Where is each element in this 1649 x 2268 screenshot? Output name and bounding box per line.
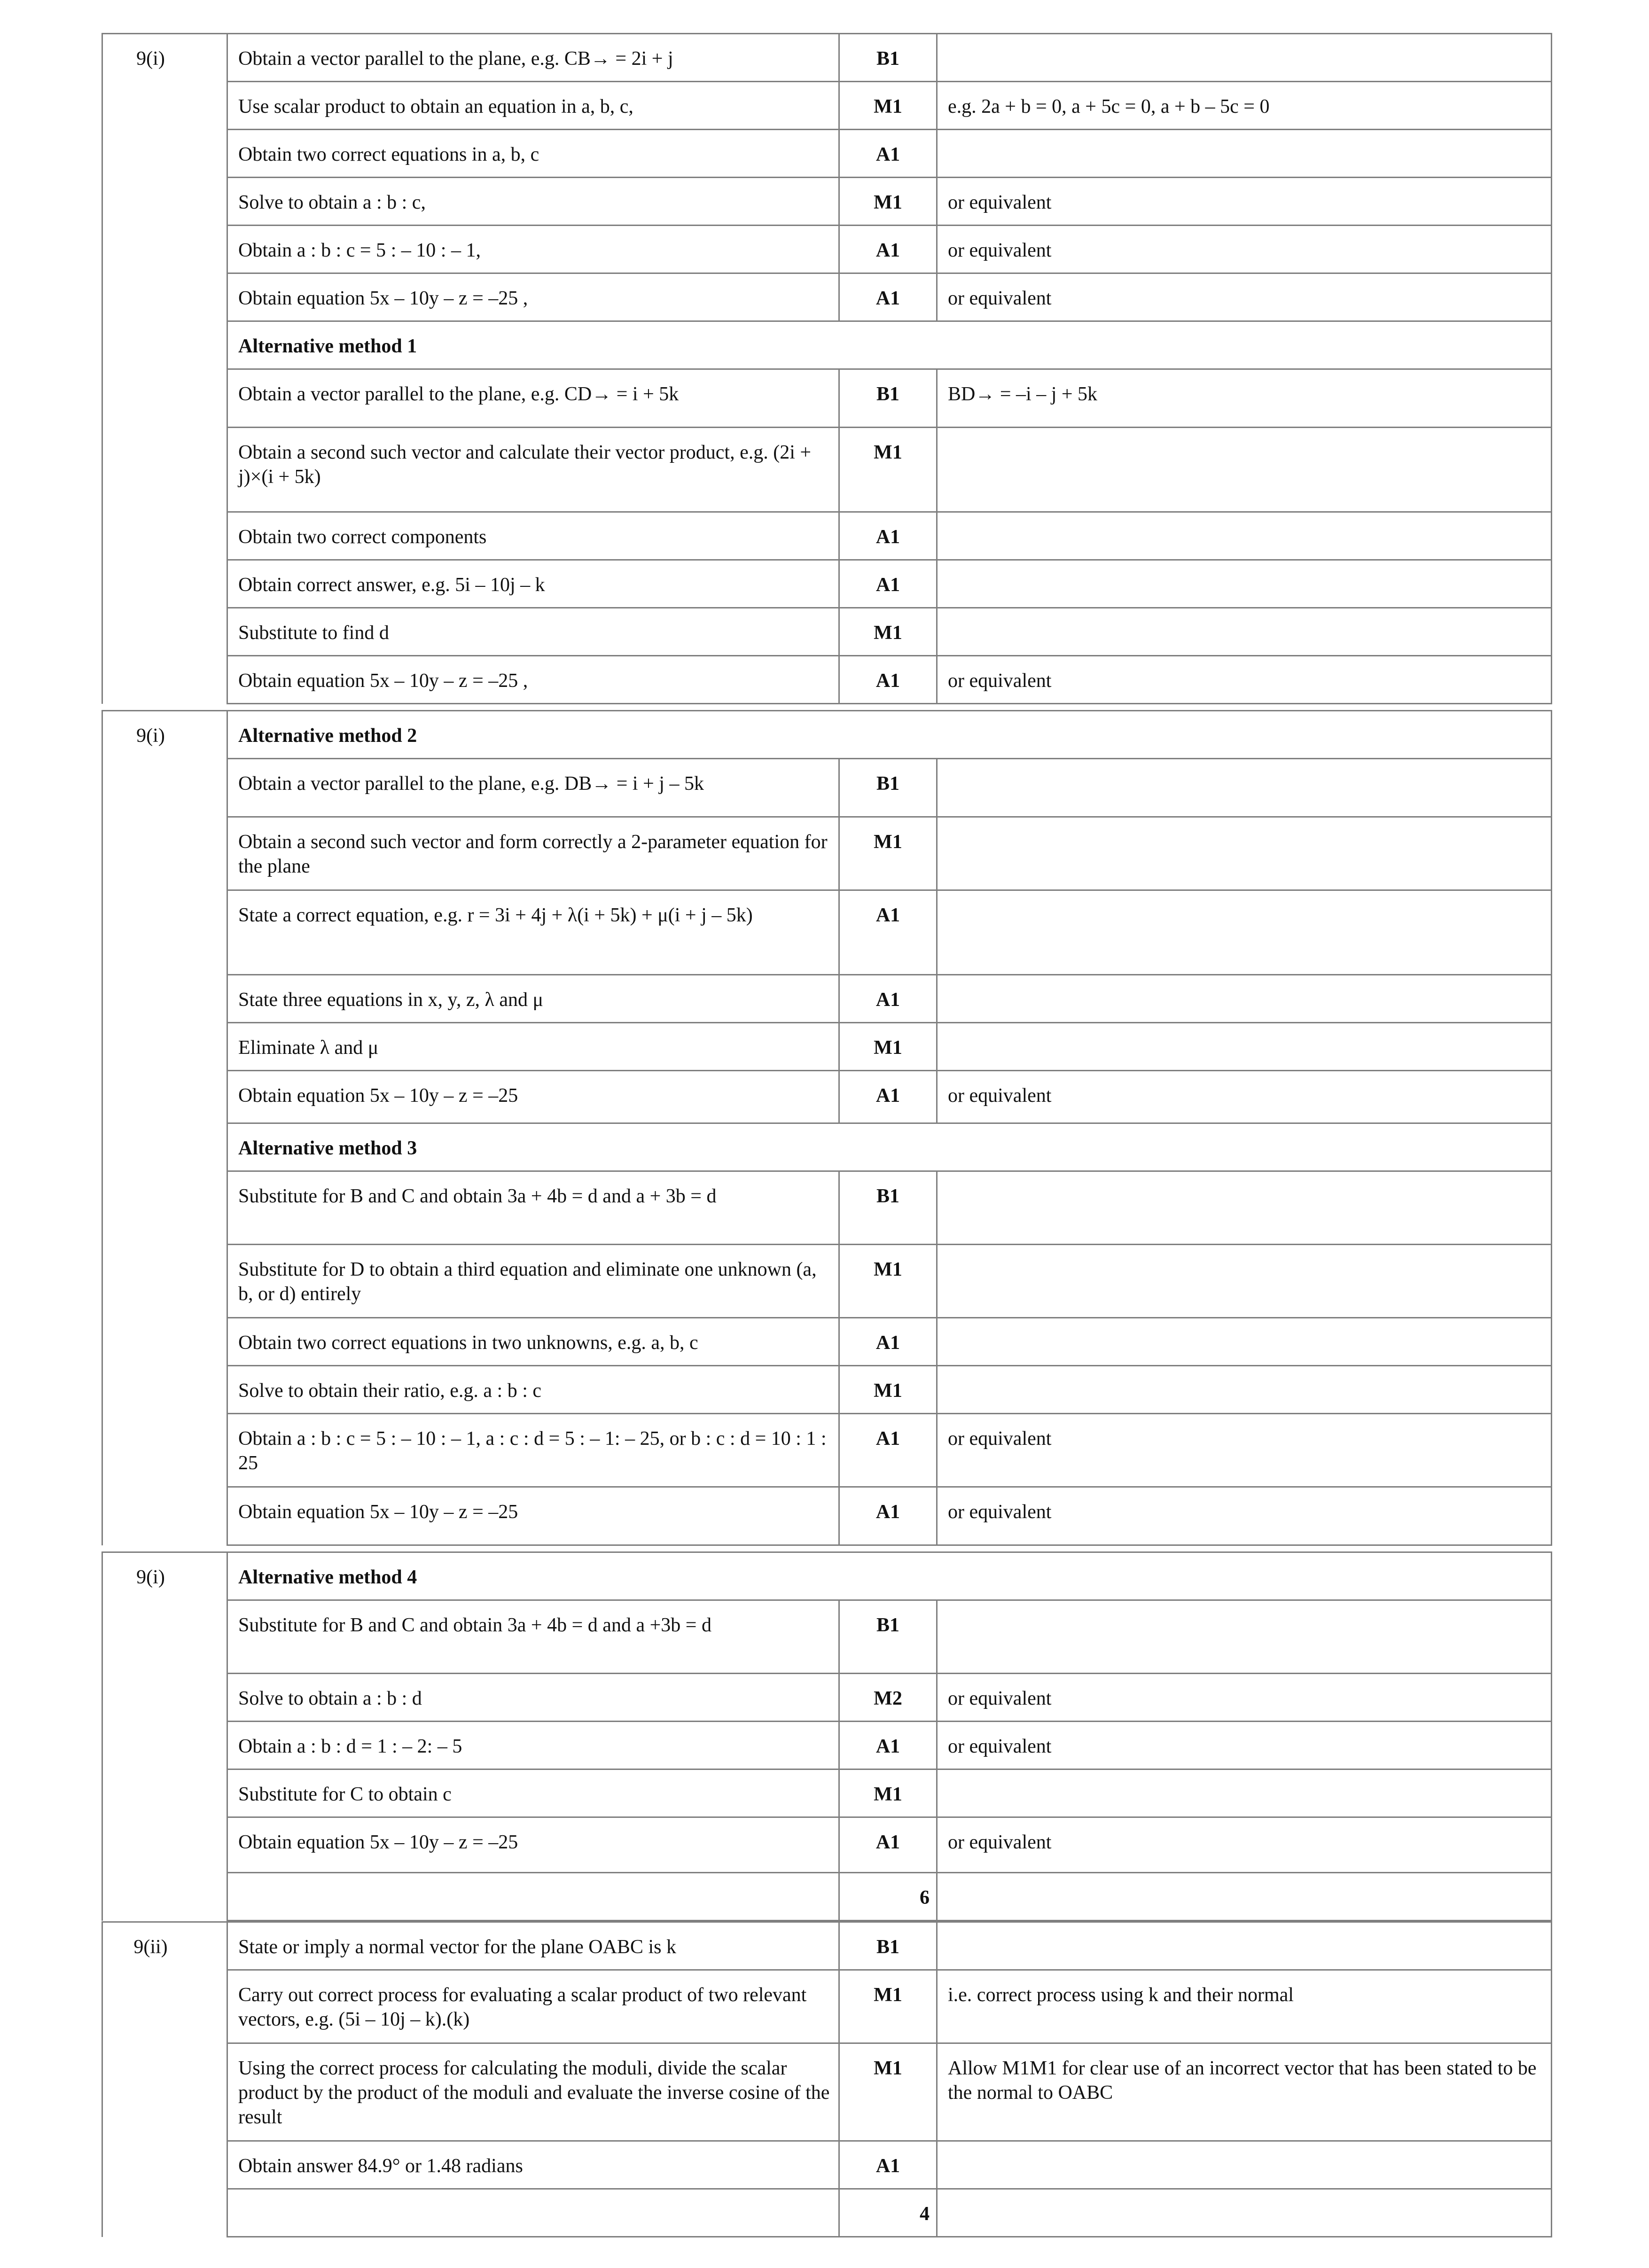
mark-cell: A1 xyxy=(839,1487,937,1545)
guidance-cell: or equivalent xyxy=(937,178,1552,226)
question-number: 9(i) xyxy=(102,1552,227,1921)
guidance-cell xyxy=(937,1318,1552,1366)
answer-cell: Obtain two correct components xyxy=(227,512,839,560)
answer-cell: Obtain two correct equations in a, b, c xyxy=(227,130,839,178)
mark-cell: A1 xyxy=(839,2141,937,2189)
mark-cell: M1 xyxy=(839,1023,937,1071)
mark-cell: B1 xyxy=(839,1922,937,1970)
mark-cell: A1 xyxy=(839,1414,937,1487)
mark-cell: A1 xyxy=(839,1318,937,1366)
alternative-method-header: Alternative method 3 xyxy=(227,1123,1552,1171)
guidance-cell xyxy=(937,1366,1552,1414)
guidance-cell xyxy=(937,1769,1552,1817)
answer-cell: State or imply a normal vector for the plane OABC is k xyxy=(227,1922,839,1970)
guidance-cell xyxy=(937,1873,1552,1921)
question-number: 9(i) xyxy=(102,711,227,1545)
mark-cell: A1 xyxy=(839,512,937,560)
answer-cell: Eliminate λ and μ xyxy=(227,1023,839,1071)
mark-scheme-block-3 xyxy=(102,1551,1552,1921)
answer-cell: Obtain answer 84.9° or 1.48 radians xyxy=(227,2141,839,2189)
mark-cell: M1 xyxy=(839,178,937,226)
mark-cell: M1 xyxy=(839,1366,937,1414)
mark-cell: M1 xyxy=(839,82,937,130)
guidance-cell xyxy=(937,817,1552,890)
mark-cell: A1 xyxy=(839,1817,937,1873)
guidance-cell: or equivalent xyxy=(937,656,1552,704)
total-mark-cell: 4 xyxy=(839,2189,937,2237)
mark-cell: A1 xyxy=(839,656,937,704)
question-number: 9(i) xyxy=(102,34,227,704)
guidance-cell xyxy=(937,512,1552,560)
mark-cell: M1 xyxy=(839,1970,937,2043)
answer-cell xyxy=(227,2189,839,2237)
answer-cell: Obtain equation 5x – 10y – z = –25 xyxy=(227,1487,839,1545)
answer-cell: Obtain a : b : c = 5 : – 10 : – 1, xyxy=(227,226,839,273)
guidance-cell: or equivalent xyxy=(937,1414,1552,1487)
answer-cell: Solve to obtain a : b : d xyxy=(227,1674,839,1722)
answer-cell: Obtain equation 5x – 10y – z = –25 , xyxy=(227,273,839,321)
guidance-cell xyxy=(937,1171,1552,1245)
guidance-cell xyxy=(937,560,1552,608)
guidance-cell: i.e. correct process using k and their normal xyxy=(937,1970,1552,2043)
mark-cell: B1 xyxy=(839,34,937,82)
guidance-cell xyxy=(937,130,1552,178)
answer-cell: State three equations in x, y, z, λ and μ xyxy=(227,975,839,1023)
answer-cell: Using the correct process for calculating the moduli, divide the scalar product by the product of the moduli and evaluate the inverse cosine of the result xyxy=(227,2043,839,2141)
guidance-cell xyxy=(937,1600,1552,1674)
mark-cell: B1 xyxy=(839,1600,937,1674)
mark-scheme-block-4 xyxy=(102,1921,1552,2237)
answer-cell: State a correct equation, e.g. r = 3i + 4j + λ(i + 5k) + μ(i + j – 5k) xyxy=(227,890,839,975)
mark-cell: A1 xyxy=(839,975,937,1023)
answer-cell: Obtain a vector parallel to the plane, e.g. CB→ = 2i + j xyxy=(227,34,839,82)
guidance-cell: or equivalent xyxy=(937,273,1552,321)
answer-cell: Obtain a : b : d = 1 : – 2: – 5 xyxy=(227,1722,839,1769)
answer-cell xyxy=(227,1873,839,1921)
guidance-cell: e.g. 2a + b = 0, a + 5c = 0, a + b – 5c = 0 xyxy=(937,82,1552,130)
answer-cell: Obtain equation 5x – 10y – z = –25 xyxy=(227,1817,839,1873)
mark-cell: B1 xyxy=(839,369,937,428)
answer-cell: Use scalar product to obtain an equation in a, b, c, xyxy=(227,82,839,130)
guidance-cell xyxy=(937,428,1552,512)
mark-scheme xyxy=(102,33,1551,2237)
answer-cell: Substitute for B and C and obtain 3a + 4b = d and a +3b = d xyxy=(227,1600,839,1674)
guidance-cell: or equivalent xyxy=(937,1487,1552,1545)
mark-cell: A1 xyxy=(839,130,937,178)
mark-cell: M1 xyxy=(839,817,937,890)
guidance-cell xyxy=(937,1922,1552,1970)
mark-scheme-block-1 xyxy=(102,33,1552,704)
guidance-cell: BD→ = –i – j + 5k xyxy=(937,369,1552,428)
guidance-cell: or equivalent xyxy=(937,1817,1552,1873)
mark-cell: M1 xyxy=(839,428,937,512)
alternative-method-header: Alternative method 1 xyxy=(227,321,1552,369)
guidance-cell: or equivalent xyxy=(937,1722,1552,1769)
answer-cell: Obtain a second such vector and form correctly a 2-parameter equation for the plane xyxy=(227,817,839,890)
answer-cell: Obtain a vector parallel to the plane, e.g. DB→ = i + j – 5k xyxy=(227,759,839,817)
guidance-cell xyxy=(937,1023,1552,1071)
mark-cell: A1 xyxy=(839,560,937,608)
mark-cell: M2 xyxy=(839,1674,937,1722)
answer-cell: Obtain equation 5x – 10y – z = –25 , xyxy=(227,656,839,704)
block-separator xyxy=(102,1546,1551,1551)
guidance-cell: or equivalent xyxy=(937,226,1552,273)
guidance-cell xyxy=(937,2141,1552,2189)
guidance-cell xyxy=(937,759,1552,817)
alternative-method-header: Alternative method 4 xyxy=(227,1552,1552,1600)
guidance-cell xyxy=(937,890,1552,975)
alternative-method-header: Alternative method 2 xyxy=(227,711,1552,759)
answer-cell: Obtain correct answer, e.g. 5i – 10j – k xyxy=(227,560,839,608)
block-separator xyxy=(102,704,1551,710)
answer-cell: Obtain two correct equations in two unknowns, e.g. a, b, c xyxy=(227,1318,839,1366)
guidance-cell: or equivalent xyxy=(937,1071,1552,1123)
answer-cell: Substitute for B and C and obtain 3a + 4b = d and a + 3b = d xyxy=(227,1171,839,1245)
answer-cell: Obtain a second such vector and calculate their vector product, e.g. (2i + j)×(i + 5k) xyxy=(227,428,839,512)
answer-cell: Solve to obtain their ratio, e.g. a : b : c xyxy=(227,1366,839,1414)
guidance-cell xyxy=(937,34,1552,82)
guidance-cell: or equivalent xyxy=(937,1674,1552,1722)
mark-cell: M1 xyxy=(839,608,937,656)
mark-cell: A1 xyxy=(839,273,937,321)
total-mark-cell: 6 xyxy=(839,1873,937,1921)
mark-cell: M1 xyxy=(839,1245,937,1318)
guidance-cell: Allow M1M1 for clear use of an incorrect vector that has been stated to be the normal to OABC xyxy=(937,2043,1552,2141)
mark-cell: A1 xyxy=(839,1071,937,1123)
answer-cell: Obtain equation 5x – 10y – z = –25 xyxy=(227,1071,839,1123)
answer-cell: Substitute for D to obtain a third equation and eliminate one unknown (a, b, or d) entirely xyxy=(227,1245,839,1318)
mark-scheme-block-2 xyxy=(102,710,1552,1546)
answer-cell: Carry out correct process for evaluating a scalar product of two relevant vectors, e.g. (5i – 10j – k).(k) xyxy=(227,1970,839,2043)
guidance-cell xyxy=(937,608,1552,656)
mark-cell: A1 xyxy=(839,890,937,975)
question-number: 9(ii) xyxy=(102,1922,227,2237)
guidance-cell xyxy=(937,2189,1552,2237)
mark-cell: M1 xyxy=(839,1769,937,1817)
answer-cell: Obtain a vector parallel to the plane, e.g. CD→ = i + 5k xyxy=(227,369,839,428)
mark-cell: M1 xyxy=(839,2043,937,2141)
mark-cell: A1 xyxy=(839,1722,937,1769)
guidance-cell xyxy=(937,1245,1552,1318)
mark-cell: A1 xyxy=(839,226,937,273)
answer-cell: Solve to obtain a : b : c, xyxy=(227,178,839,226)
guidance-cell xyxy=(937,975,1552,1023)
mark-cell: B1 xyxy=(839,759,937,817)
mark-cell: B1 xyxy=(839,1171,937,1245)
answer-cell: Substitute for C to obtain c xyxy=(227,1769,839,1817)
answer-cell: Substitute to find d xyxy=(227,608,839,656)
answer-cell: Obtain a : b : c = 5 : – 10 : – 1, a : c : d = 5 : – 1: – 25, or b : c : d = 10 : 1 : 25 xyxy=(227,1414,839,1487)
